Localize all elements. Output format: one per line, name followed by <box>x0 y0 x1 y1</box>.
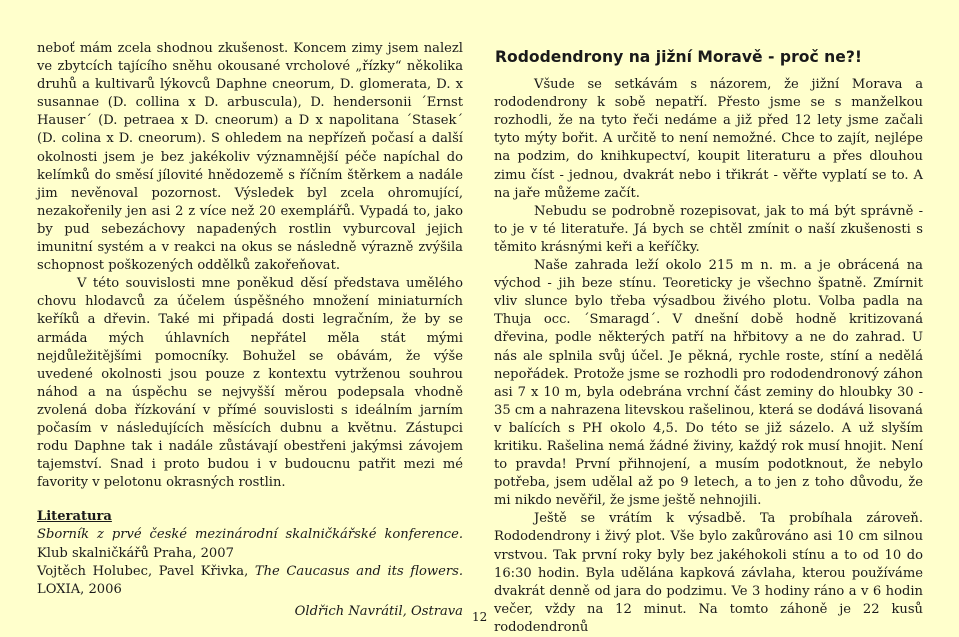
reference-2-authors: Vojtěch Holubec, Pavel Křivka, <box>37 563 255 579</box>
right-paragraph-3: Naše zahrada leží okolo 215 m n. m. a je obrácená na východ - jih beze stínu. Teoreticky je všechno špatně. Zmírnit vliv slunce bylo třeba výsadbou živého plotu. Volba padla na Thuja occ. ´Smaragd´. V dnešní době hodně kritizovaná dřevina, podle některých patří na hřbitovy a ne do zahrad. U nás ale splnila svůj účel. Je pěkná, rychle roste, stíní a nedělá nepořádek. Protože jsme se rozhodli pro rododendronový záhon asi 7 x 10 m, byla odebrána vrchní část zeminy do hloubky 30 - 35 cm a nahrazena litevskou rašelinou, která se dodává lisovaná v balících s PH okolo 4,5. Do této se již sázelo. A už slyším kritiku. Rašelina nemá žádné živiny, každý rok musí hnojit. Není to pravda! První přihnojení, a musím podotknout, že nebylo potřeba, jsem udělal až po 9 letech, a to jen z toho důvodu, že mi nikdo nevěřil, že jsme ještě nehnojili. <box>494 258 923 509</box>
reference-2 <box>37 563 463 599</box>
left-paragraph-1: neboť mám zcela shodnou zkušenost. Koncem zimy jsem nalezl ve zbytcích tajícího sněhu okousané vrcholové „řízky“ několika druhů a kultivarů lýkovců Daphne cneorum, D. glomerata, D. x susannae (D. collina x D. arbuscula), D. hendersonii ´Ernst Hauser´ (D. petraea x D. cneorum) a D x napolitana ´Stasek´ (D. colina x D. cneorum). S ohledem na nepřízeň počasí a další okolnosti jsem je bez jakékoliv významnější péče napíchal do kelímků do směsí jílovité hnědozemě s říčním štěrkem a nadále jim nevěnoval pozornost. Výsledek byl zcela ohromující, nezakořenily jen asi 2 z více než 20 exemplářů. Vypadá to, jako by pud sebezáchovy napadených rostlin vyburcoval jejich imunitní systém a v reakci na okus se následně výrazně zvýšila schopnost poškozených oddělků zakořeňovat. <box>37 41 463 274</box>
author-signature: Oldřich Navrátil, Ostrava <box>294 603 463 619</box>
right-column <box>494 40 923 637</box>
reference-1-publisher: Klub skalničkářů Praha, 2007 <box>37 545 234 561</box>
reference-2-title: The Caucasus and its flowers. <box>254 563 463 579</box>
left-paragraph-2: V této souvislosti mne poněkud děsí představa umělého chovu hlodavců za účelem úspěšného množení miniaturních keříků a dřevin. Také mi připadá dosti legračním, že by se armáda mých úhlavních nepřátel měla stát mými nejdůležitějšími pomocníky. Bohužel se obávám, že výše uvedené okolnosti jsou pouze z kontextu vytrženou souhrou náhod a na úspěchu se nejvyšší měrou podepsala vhodně zvolená doba řízkování v přímé souvislosti s ideálním jarním počasím v následujících měsících dubnu a květnu. Zástupci rodu Daphne tak i nadále zůstávají obestřeni jakýmsi závojem tajemství. Snad i proto budou i v budoucnu patřit mezi mé favority v pelotonu okrasných rostlin. <box>37 276 463 491</box>
right-paragraph-4: Ještě se vrátím k výsadbě. Ta probíhala zároveň. Rododendrony i živý plot. Vše bylo zakůrováno asi 10 cm silnou vrstvou. Tak první roky byly bez jakéhokoli stínu a to od 10 do 16:30 hodin. Byla udělána kapková závlaha, kterou používáme dvakrát denně od jara do podzimu. Ve 3 hodiny ráno a v 6 hodin večer, vždy na 12 minut. Na tomto záhoně je 22 kusů rododendronů <box>494 511 923 635</box>
reference-1-title: Sborník z prvé české mezinárodní skalničkářské konference. <box>37 527 463 543</box>
article-title: Rododendrony na jižní Moravě - proč ne?! <box>495 48 862 66</box>
literature-heading: Literatura <box>37 509 112 525</box>
left-column <box>37 40 463 621</box>
reference-1 <box>37 526 463 562</box>
reference-2-publisher: LOXIA, 2006 <box>37 581 122 597</box>
right-paragraph-2: Nebudu se podrobně rozepisovat, jak to má být správně - to je v té literatuře. Já bych se chtěl zmínit o naší zkušenosti s těmito krásnými keři a keříčky. <box>494 203 923 255</box>
page-number: 12 <box>472 610 488 624</box>
right-paragraph-1: Všude se setkávám s názorem, že jižní Morava a rododendrony k sobě nepatří. Přesto jsme se s manželkou rozhodli, že na tyto řeči nedáme a již před 12 lety jsme začali tyto mýty bořit. A určitě to není nemožné. Chce to zajít, nejlépe na podzim, do knihkupectví, koupit literaturu a přes dlouhou zimu číst - jednou, dvakrát nebo i třikrát - věřte vyplatí se to. A na jaře můžeme začít. <box>494 77 923 201</box>
